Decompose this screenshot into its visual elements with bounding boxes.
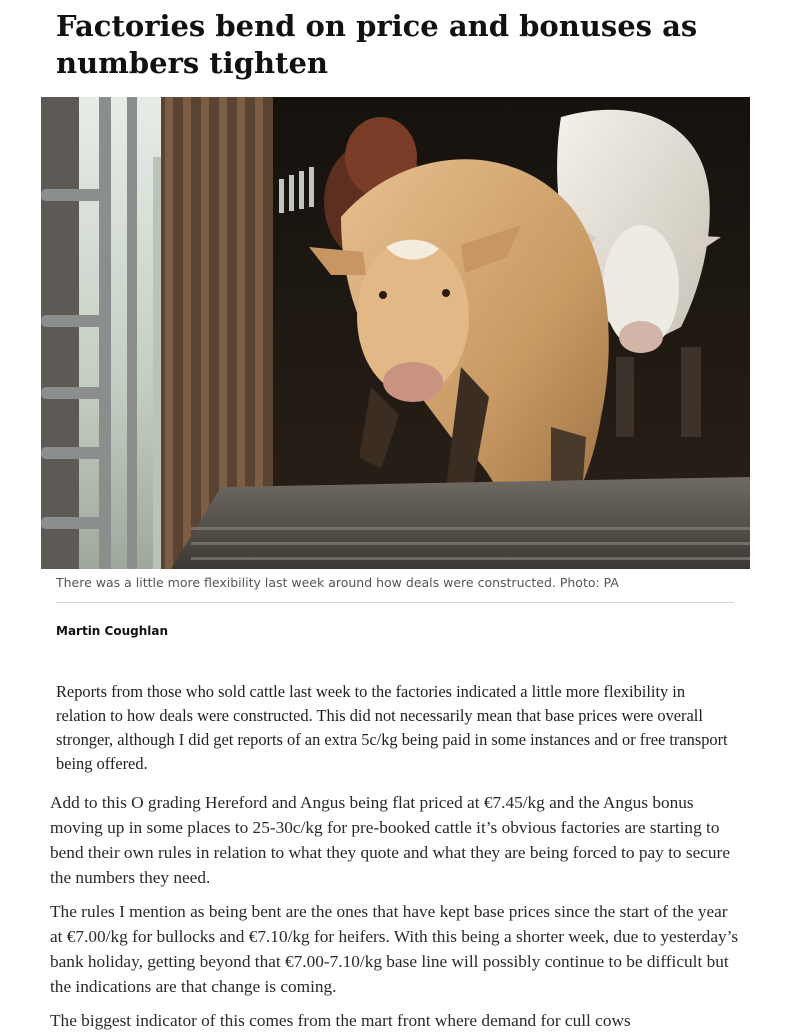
author-byline[interactable]: Martin Coughlan — [56, 624, 169, 638]
article-photo — [41, 97, 750, 569]
article-headline: Factories bend on price and bonuses as numbers tighten — [56, 9, 698, 80]
article-lead: Reports from those who sold cattle last week to the factories indicated a little more flexibility in relation to how deals were constructed. This did not necessarily mean that base prices were overall stronger, although I did get reports of an extra 5c/kg being paid in some instances and or free transport being offered. — [56, 682, 728, 773]
caption-divider — [56, 602, 734, 603]
photo-caption: There was a little more flexibility last week around how deals were constructed. Photo: PA — [56, 575, 619, 590]
article-paragraph: The rules I mention as being bent are the ones that have kept base prices since the start of the year at €7.00/kg for bullocks and €7.10/kg for heifers. With this being a shorter week, due to yesterday’s bank holiday, getting beyond that €7.00-7.10/kg base line will possibly continue to be difficult but the indications are that change is coming. — [50, 902, 739, 996]
cattle-photo-illustration — [41, 97, 750, 569]
article-paragraph: The biggest indicator of this comes from the mart front where demand for cull cows — [50, 1011, 631, 1030]
article-paragraph: Add to this O grading Hereford and Angus being flat priced at €7.45/kg and the Angus bonus moving up in some places to 25-30c/kg for pre-booked cattle it’s obvious factories are starting to bend their own rules in relation to what they quote and what they are being forced to pay to secure the numbers they need. — [50, 793, 730, 887]
